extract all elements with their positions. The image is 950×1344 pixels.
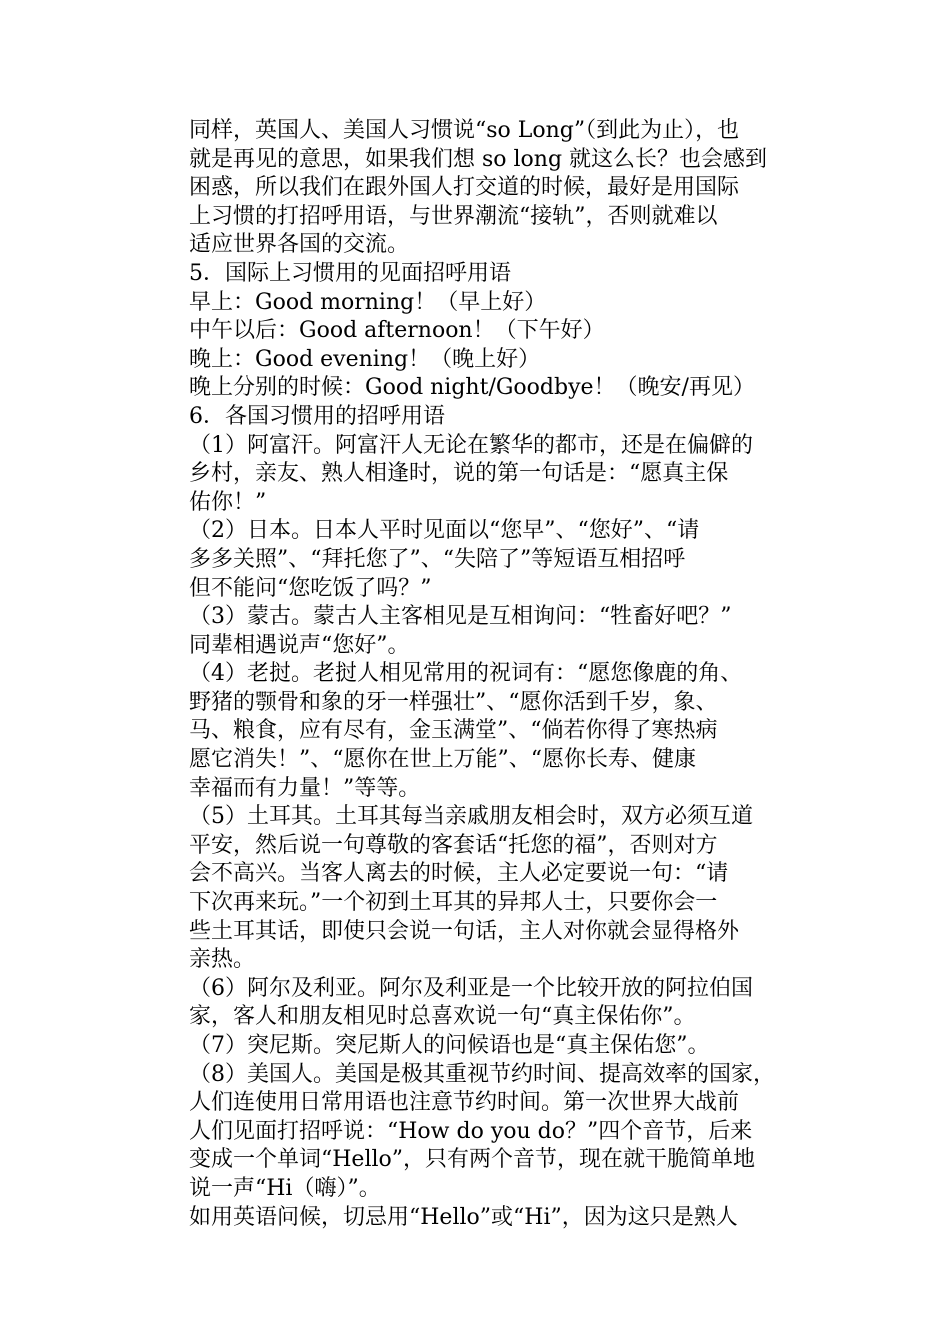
paragraph-mongolia: （3）蒙古。蒙古人主客相见是互相询问：“牲畜好吧？” 同辈相遇说声“您好”。 [189, 604, 732, 658]
greeting-evening: 晚上：Good evening！（晚上好） [189, 346, 541, 372]
paragraph-japan: （2）日本。日本人平时见面以“您早”、“您好”、“请 多多关照”、“拜托您了”、“失陪了”等短语互相招呼 但不能问“您吃饭了吗？” [189, 518, 700, 601]
paragraph-usa: （8）美国人。美国是极其重视节约时间、提高效率的国家， 人们连使用日常用语也注意节约时间。第一次世界大战前 人们见面打招呼说：“How do you do？”四个音节，后来 变成一个单词“Hello”，只有两个音节，现在就干脆简单地 说一声“Hi（嗨）”。 [189, 1061, 775, 1201]
paragraph-so-long: 同样，英国人、美国人习惯说“so Long”（到此为止），也 就是再见的意思，如果我们想 so long 就这么长？也会感到 困惑，所以我们在跟外国人打交道的时候，最好是用国际 上习惯的打招呼用语，与世界潮流“接轨”，否则就难以 适应世界各国的交流。 [189, 118, 768, 258]
paragraph-laos: （4）老挝。老挝人相见常用的祝词有：“愿您像鹿的角、 野猪的颚骨和象的牙一样强壮”、“愿你活到千岁，象、 马、粮食，应有尽有，金玉满堂”、“倘若你得了寒热病 愿它消失！”、“愿你在世上万能”、“愿你长寿、健康 幸福而有力量！”等等。 [189, 661, 743, 801]
paragraph-afghanistan: （1）阿富汗。阿富汗人无论在繁华的都市，还是在偏僻的 乡村，亲友、熟人相逢时，说的第一句话是：“愿真主保 佑你！” [189, 432, 753, 515]
paragraph-algeria: （6）阿尔及利亚。阿尔及利亚是一个比较开放的阿拉伯国 家，客人和朋友相见时总喜欢说一句“真主保佑你”。 [189, 975, 753, 1030]
heading-international-greetings: 5．国际上习惯用的见面招呼用语 [189, 260, 511, 286]
paragraph-tunisia: （7）突尼斯。突尼斯人的问候语也是“真主保佑您”。 [189, 1033, 710, 1058]
paragraph-turkey: （5）土耳其。土耳其每当亲戚朋友相会时，双方必须互道 平安，然后说一句尊敬的客套话“托您的福”，否则对方 会不高兴。当客人离去的时候，主人必定要说一句：“请 下次再来玩。”一个初到土耳其的异邦人士，只要你会一 些土耳其话，即使只会说一句话，主人对你就会显得格外 亲热。 [189, 804, 753, 973]
heading-country-greetings: 6．各国习惯用的招呼用语 [189, 403, 445, 429]
greeting-morning: 早上：Good morning！（早上好） [189, 289, 547, 315]
body-text [189, 117, 829, 1232]
paragraph-english-caution: 如用英语问候，切忌用“Hello”或“Hi”，因为这只是熟人 [189, 1204, 738, 1230]
greeting-afternoon: 中午以后：Good afternoon！（下午好） [189, 318, 605, 344]
greeting-night: 晚上分别的时候：Good night/Goodbye！（晚安/再见） [189, 375, 755, 401]
